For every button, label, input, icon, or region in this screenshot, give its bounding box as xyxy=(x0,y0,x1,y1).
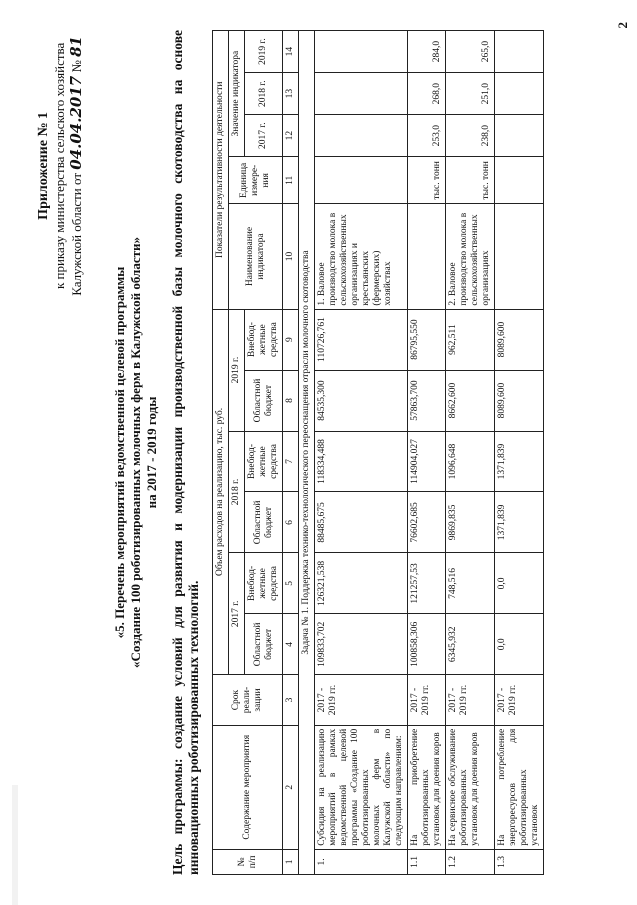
indicator-value-2017: 238,0 xyxy=(446,115,495,157)
indicator-unit: тыс. тонн xyxy=(446,157,495,204)
task-row xyxy=(299,31,315,875)
header-row-1 xyxy=(213,31,229,875)
document-heading xyxy=(112,40,160,865)
handwritten-number: 81 xyxy=(67,36,85,57)
measure-term: 2017 - 2019 гг. xyxy=(408,675,446,725)
column-number-cell: 2 xyxy=(283,725,299,849)
indicator-unit: тыс. тонн xyxy=(408,157,446,204)
column-number-cell: 11 xyxy=(283,157,299,204)
column-number-cell: 12 xyxy=(283,115,299,157)
indicator-value-2017 xyxy=(495,115,544,157)
column-number-cell: 13 xyxy=(283,73,299,115)
table-body xyxy=(315,31,544,875)
column-number-cell: 9 xyxy=(283,309,299,370)
unit-header: Единица измере-ния xyxy=(229,157,283,204)
indicator-name: 1. Валовое производство молока в сельскохозяйственных организациях и крестьянских (фермерских) хозяйствах xyxy=(315,204,408,309)
column-number-cell: 7 xyxy=(283,431,299,492)
indicator-value-2018: 251,0 xyxy=(446,73,495,115)
extra-2018: 1096,648 xyxy=(446,431,495,492)
indicator-name xyxy=(495,204,544,309)
column-number-cell: 3 xyxy=(283,675,299,725)
indicator-value-2017: 253,0 xyxy=(408,115,446,157)
measure-content: Субсидия на реализацию мероприятий в рамках ведомственной целевой программы «Создание 100 роботизированных молочных ферм в Калужской области» по следующим направлениям: xyxy=(315,725,408,849)
regional-2018: 76602,685 xyxy=(408,492,446,553)
indicator-value-2019 xyxy=(495,31,544,73)
extra-2019: 8089,600 xyxy=(495,309,544,370)
heading-line-2: «Создание 100 роботизированных молочных ферм в Калужской области» xyxy=(128,237,143,668)
appendix-block xyxy=(36,36,85,296)
ind-2017-header: 2017 г. xyxy=(245,115,283,157)
row-number: 1. xyxy=(315,849,408,874)
regional-2017-header: Областной бюджет xyxy=(245,614,283,675)
regional-2019: 8089,600 xyxy=(495,370,544,431)
regional-2018-header: Областной бюджет xyxy=(245,492,283,553)
indicator-unit xyxy=(315,157,408,204)
column-number-cell: 1 xyxy=(283,849,299,874)
row-number: 1.3 xyxy=(495,849,544,874)
column-number-cell: 10 xyxy=(283,204,299,309)
column-number-cell: 14 xyxy=(283,31,299,73)
col-results-header: Показатели результативности деятельности xyxy=(213,31,229,310)
extra-2019: 86795,550 xyxy=(408,309,446,370)
measures-table-wrapper xyxy=(212,30,544,875)
extra-2017: 0,0 xyxy=(495,553,544,614)
extra-2018: 1371,839 xyxy=(495,431,544,492)
extra-2017: 748,516 xyxy=(446,553,495,614)
indicator-value-2019: 284,0 xyxy=(408,31,446,73)
measure-content: На сервисное обслуживание роботизированных установок для доения коров xyxy=(446,725,495,849)
measure-term: 2017 - 2019 гг. xyxy=(315,675,408,725)
task-title: Задача № 1. Поддержка технико-технологического переоснащения отрасли молочного скотоводства xyxy=(299,31,315,875)
heading-line-1: «5. Перечень мероприятий ведомственной целевой программы xyxy=(112,266,127,639)
indicator-unit xyxy=(495,157,544,204)
table-row xyxy=(446,31,495,875)
indicator-name: 2. Валовое производство молока в сельскохозяйственных организациях xyxy=(446,204,495,309)
regional-2017: 6345,932 xyxy=(446,614,495,675)
measures-table xyxy=(212,30,544,875)
col-content-header: Содержание мероприятия xyxy=(213,725,283,849)
table-row xyxy=(408,31,446,875)
ind-2019-header: 2019 г. xyxy=(245,31,283,73)
column-number-cell: 6 xyxy=(283,492,299,553)
table-row xyxy=(495,31,544,875)
column-number-cell: 8 xyxy=(283,370,299,431)
row-number: 1.2 xyxy=(446,849,495,874)
regional-2019-header: Областной бюджет xyxy=(245,370,283,431)
regional-2018: 1371,839 xyxy=(495,492,544,553)
heading-line-3: на 2017 - 2019 годы xyxy=(144,396,159,509)
row-number: 1.1 xyxy=(408,849,446,874)
measure-term: 2017 - 2019 гг. xyxy=(495,675,544,725)
regional-2019: 8662,600 xyxy=(446,370,495,431)
regional-2017: 109833,702 xyxy=(315,614,408,675)
regional-2018: 9869,835 xyxy=(446,492,495,553)
indicator-value-2019: 265,0 xyxy=(446,31,495,73)
regional-2019: 57863,700 xyxy=(408,370,446,431)
year-2019-header: 2019 г. xyxy=(229,309,245,431)
extra-2017-header: Внебюд-жетные средства xyxy=(245,553,283,614)
col-term-header: Срок реали-зации xyxy=(213,675,283,725)
regional-2019: 84535,300 xyxy=(315,370,408,431)
year-2018-header: 2018 г. xyxy=(229,431,245,553)
measure-content: На приобретение роботизированных установок для доения коров xyxy=(408,725,446,849)
appendix-order-line: к приказу министерства сельского хозяйства xyxy=(52,42,67,290)
indicator-name xyxy=(408,204,446,309)
appendix-region-prefix: Калужской области от xyxy=(69,172,84,296)
extra-2019-header: Внебюд-жетные средства xyxy=(245,309,283,370)
column-number-cell: 4 xyxy=(283,614,299,675)
col-volume-header: Объем расходов на реализацию, тыс. руб. xyxy=(213,309,229,675)
table-row xyxy=(315,31,408,875)
extra-2019: 962,511 xyxy=(446,309,495,370)
indicator-value-2018 xyxy=(315,73,408,115)
handwritten-date: 04.04.2017 xyxy=(67,75,85,170)
extra-2017: 121257,53 xyxy=(408,553,446,614)
col-num-header: № п/п xyxy=(213,849,283,874)
page-number: 2 xyxy=(615,22,630,29)
year-2017-header: 2017 г. xyxy=(229,553,245,675)
program-goal: Цель программы: создание условий для развития и модернизации производственной базы молочного скотоводства на основе инновационных роботизированных технологий. xyxy=(170,30,201,875)
indicator-value-2018 xyxy=(495,73,544,115)
regional-2018: 88485,675 xyxy=(315,492,408,553)
measure-term: 2017 - 2019 гг. xyxy=(446,675,495,725)
column-number-cell: 5 xyxy=(283,553,299,614)
scan-edge-shadow xyxy=(12,785,18,905)
appendix-title: Приложение № 1 xyxy=(36,111,51,220)
extra-2018: 114904,027 xyxy=(408,431,446,492)
indicator-value-2018: 268,0 xyxy=(408,73,446,115)
regional-2017: 100858,306 xyxy=(408,614,446,675)
extra-2018-header: Внебюд-жетные средства xyxy=(245,431,283,492)
indicator-name-header: Наименование индикатора xyxy=(229,204,283,309)
regional-2017: 0,0 xyxy=(495,614,544,675)
column-number-row xyxy=(283,31,299,875)
ind-2018-header: 2018 г. xyxy=(245,73,283,115)
extra-2018: 118334,488 xyxy=(315,431,408,492)
extra-2019: 110726,761 xyxy=(315,309,408,370)
measure-content: На потребление энергоресурсов для роботизированных установок xyxy=(495,725,544,849)
indicator-value-2019 xyxy=(315,31,408,73)
number-label: № xyxy=(69,60,84,73)
extra-2017: 126321,538 xyxy=(315,553,408,614)
indicator-value-header: Значение индикатора xyxy=(229,31,245,157)
indicator-value-2017 xyxy=(315,115,408,157)
